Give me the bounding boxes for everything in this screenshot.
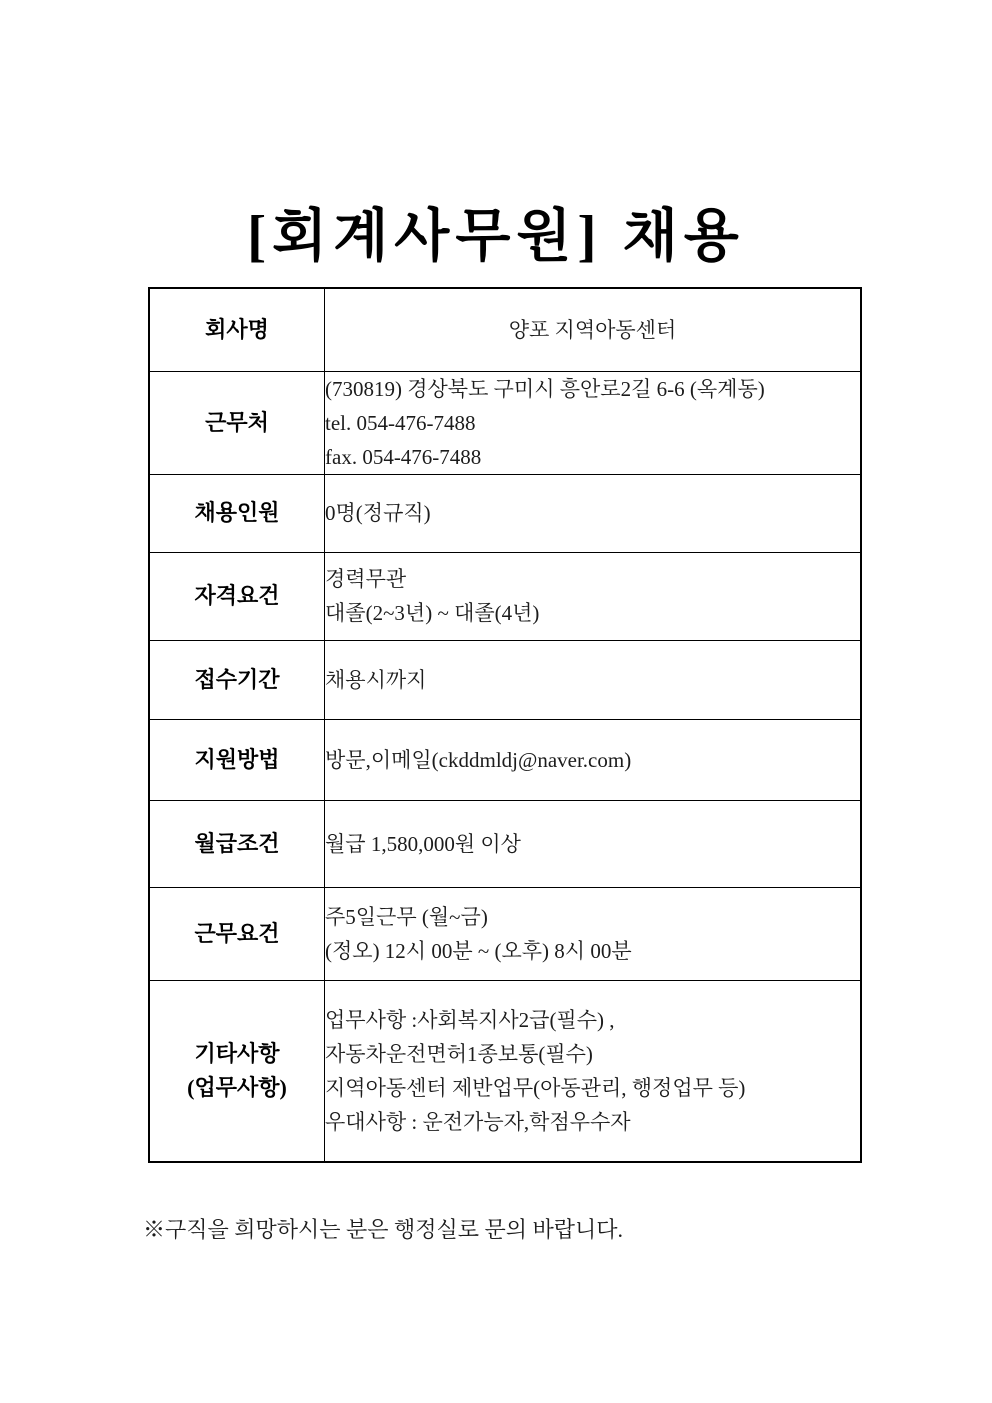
table-row-company-name: [149, 288, 861, 371]
row-label-headcount: [149, 474, 325, 552]
footer-note: ※구직을 희망하시는 분은 행정실로 문의 바랍니다.: [143, 1217, 624, 1242]
row-label-qualifications: [149, 552, 325, 640]
row-value-headcount: [325, 474, 862, 552]
table-row-other-details: [149, 980, 861, 1162]
value-line: 채용시까지: [325, 667, 427, 692]
value-line-duty-4: 우대사항 : 운전가능자,학점우수자: [325, 1109, 631, 1134]
row-label-text: 접수기간: [194, 666, 280, 692]
value-line-duty-3: 지역아동센터 제반업무(아동관리, 행정업무 등): [325, 1075, 746, 1100]
row-label-other-details: [149, 980, 325, 1162]
row-label-text: 자격요건: [194, 583, 280, 608]
row-label-text: 월급조건: [194, 830, 280, 856]
table-row-work-conditions: [149, 887, 861, 980]
value-line-experience: 경력무관: [325, 567, 407, 591]
value-line-days: 주5일근무 (월~금): [325, 904, 488, 929]
value-line-address: (730819) 경상북도 구미시 흥안로2길 6-6 (옥계동): [325, 376, 765, 401]
row-value-workplace: [325, 371, 862, 474]
table-row-salary: [149, 800, 861, 887]
row-label-text: 회사명: [205, 316, 269, 342]
row-value-qualifications: [325, 552, 862, 640]
value-line-duty-1: 업무사항 :사회복지사2급(필수) ,: [325, 1007, 615, 1032]
row-label-text: 근무처: [205, 409, 269, 435]
row-label-text: 지원방법: [194, 746, 280, 772]
value-line-duty-2: 자동차운전면허1종보통(필수): [325, 1041, 593, 1066]
table-row-application-period: [149, 640, 861, 719]
value-line-hours: (정오) 12시 00분 ~ (오후) 8시 00분: [325, 938, 632, 963]
row-label-workplace: [149, 371, 325, 474]
job-info-table: [148, 287, 862, 1163]
table-row-workplace: [149, 371, 861, 474]
row-value-other-details: [325, 980, 862, 1162]
table-row-qualifications: [149, 552, 861, 640]
value-line-education: 대졸(2~3년) ~ 대졸(4년): [325, 601, 540, 625]
row-value-application-period: [325, 640, 862, 719]
row-label-work-conditions: [149, 887, 325, 980]
row-label-application-method: [149, 719, 325, 800]
row-value-work-conditions: [325, 887, 862, 980]
page-title: [회계사무원] 채용: [247, 205, 745, 269]
table-row-application-method: [149, 719, 861, 800]
value-line-tel: tel. 054-476-7488: [325, 410, 476, 435]
value-line: 0명(정규직): [325, 501, 431, 525]
row-label-salary: [149, 800, 325, 887]
row-label-company-name: [149, 288, 325, 371]
value-line: 월급 1,580,000원 이상: [325, 831, 521, 856]
value-line-fax: fax. 054-476-7488: [325, 444, 482, 469]
table-row-headcount: [149, 474, 861, 552]
row-label-application-period: [149, 640, 325, 719]
value-line: 양포 지역아동센터: [508, 317, 677, 342]
row-label-subtext: (업무사항): [187, 1074, 287, 1100]
row-label-text: 근무요건: [194, 920, 280, 946]
row-label-text: 채용인원: [194, 500, 280, 525]
row-value-application-method: [325, 719, 862, 800]
row-value-salary: [325, 800, 862, 887]
row-value-company-name: [325, 288, 862, 371]
row-label-text: 기타사항: [194, 1040, 280, 1066]
value-line: 방문,이메일(ckddmldj@naver.com): [325, 747, 632, 772]
